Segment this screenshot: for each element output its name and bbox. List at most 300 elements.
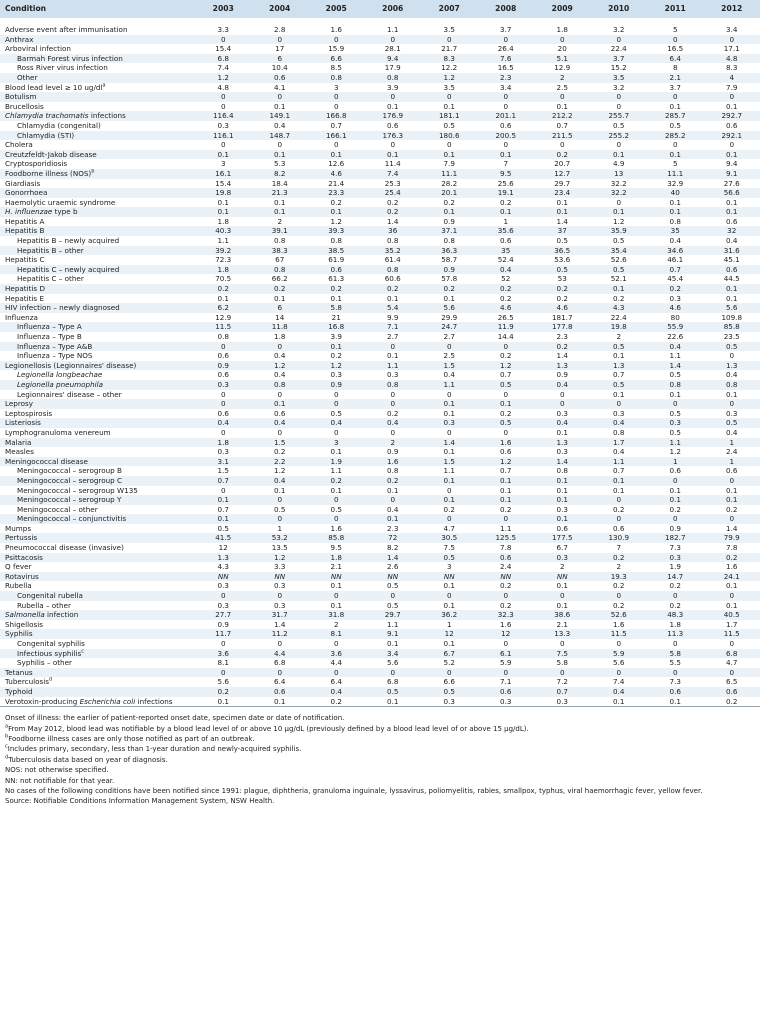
- value-cell: 6.1: [478, 649, 535, 659]
- value-cell: 0.2: [500, 504, 512, 514]
- value-cell: 0.2: [726, 696, 738, 706]
- value-cell: 0: [478, 514, 535, 524]
- value-cell: 0.8: [669, 216, 681, 226]
- condition-cell: Hepatitis B – newly acquired: [17, 236, 120, 246]
- value-cell: 0.3: [500, 696, 512, 706]
- value-cell: 0.1: [613, 351, 625, 361]
- table-row: [0, 687, 760, 697]
- value-cell: 66.2: [271, 274, 288, 284]
- value-cell: 1.2: [669, 447, 681, 457]
- value-cell: 38.3: [252, 246, 309, 256]
- value-cell: 1.8: [308, 553, 365, 563]
- value-cell: 21.3: [252, 188, 309, 198]
- condition-cell: Meningococcal – conjunctivitis: [0, 514, 195, 524]
- value-cell: 1.5: [252, 438, 309, 448]
- table-row: [0, 92, 760, 102]
- value-cell: 1.4: [421, 438, 478, 448]
- value-cell: 9.1: [704, 169, 760, 179]
- condition-cell: Meningococcal – serogroup W135: [17, 485, 138, 495]
- condition-cell: Haemolytic uraemic syndrome: [5, 197, 116, 207]
- value-cell: 0: [704, 92, 760, 102]
- value-cell: 0.1: [421, 150, 478, 160]
- value-cell: 9.1: [365, 629, 422, 639]
- value-cell: 20.7: [554, 159, 571, 169]
- value-cell: 0.7: [556, 120, 568, 130]
- value-cell: 0.5: [387, 600, 399, 610]
- value-cell: 0: [704, 514, 760, 524]
- value-cell: 0.5: [274, 504, 286, 514]
- condition-cell: Listeriosis: [0, 418, 195, 428]
- value-cell: 0.1: [613, 485, 625, 495]
- value-cell: 0.8: [308, 73, 365, 83]
- value-cell: 0.2: [500, 600, 512, 610]
- value-cell: 2: [534, 73, 591, 83]
- footnote: $^d$Tuberculosis data based on year of diagnosis.: [5, 754, 168, 764]
- value-cell: 0.1: [556, 101, 568, 111]
- value-cell: 0: [672, 639, 678, 648]
- value-cell: 1.4: [274, 619, 286, 629]
- table-row: [0, 226, 760, 236]
- value-cell: 4.4: [252, 649, 309, 659]
- value-cell: 1.7: [591, 438, 648, 448]
- value-cell: 0.1: [726, 293, 738, 303]
- value-cell: 0.6: [478, 553, 535, 563]
- value-cell: 0.6: [726, 466, 738, 476]
- value-cell: 211.5: [534, 131, 591, 141]
- value-cell: 0: [220, 485, 226, 495]
- value-cell: 0.2: [252, 284, 309, 294]
- value-cell: 0.2: [669, 600, 681, 610]
- value-cell: 116.1: [195, 131, 252, 141]
- value-cell: 7.9: [443, 159, 455, 169]
- value-cell: NN: [195, 572, 252, 582]
- value-cell: 1: [704, 457, 760, 467]
- table-row: [0, 505, 760, 515]
- value-cell: 0.1: [274, 101, 286, 111]
- table-row: [0, 44, 760, 54]
- value-cell: 0.8: [556, 466, 568, 476]
- value-cell: 0: [559, 639, 565, 648]
- value-cell: 1.8: [217, 216, 229, 226]
- value-cell: 0.4: [591, 418, 648, 428]
- value-cell: 0: [277, 389, 283, 399]
- value-cell: 0.2: [443, 197, 455, 207]
- value-cell: 0: [647, 514, 704, 524]
- value-cell: 0.1: [443, 408, 455, 418]
- value-cell: 21.4: [328, 178, 345, 188]
- value-cell: 1.2: [421, 73, 478, 83]
- value-cell: 15.4: [215, 178, 232, 188]
- value-cell: 0.6: [613, 523, 625, 533]
- value-cell: 0.5: [421, 553, 478, 563]
- value-cell: 22.4: [610, 44, 627, 54]
- value-cell: 0: [534, 399, 591, 409]
- value-cell: 1.2: [478, 457, 535, 467]
- value-cell: 7.6: [478, 54, 535, 64]
- value-cell: 1.1: [443, 466, 455, 476]
- condition-cell: Arboviral infection: [5, 44, 71, 54]
- value-cell: 0.5: [217, 523, 229, 533]
- value-cell: 0.8: [365, 265, 422, 275]
- value-cell: 0.4: [274, 351, 286, 361]
- value-cell: 8.1: [217, 658, 229, 668]
- value-cell: 0.4: [195, 418, 252, 428]
- condition-cell: Barmah Forest virus infection: [0, 54, 195, 64]
- table-row: [0, 553, 760, 563]
- spacer-row: [0, 18, 760, 25]
- value-cell: 24.1: [704, 572, 760, 582]
- value-cell: 0.5: [613, 120, 625, 130]
- value-cell: 0: [446, 140, 452, 150]
- value-cell: 0.1: [252, 150, 309, 160]
- value-cell: 5.8: [308, 303, 365, 313]
- value-cell: 32: [704, 226, 760, 236]
- value-cell: 0: [421, 342, 478, 352]
- value-cell: 0.1: [478, 207, 535, 217]
- value-cell: 1.8: [556, 25, 568, 34]
- condition-cell: HIV infection – newly diagnosed: [0, 303, 195, 313]
- condition-cell: Meningococcal – serogroup Y: [0, 495, 195, 505]
- value-cell: 0.2: [500, 197, 512, 207]
- value-cell: 0.4: [308, 418, 365, 428]
- value-cell: 4.3: [217, 562, 229, 572]
- value-cell: 4.1: [274, 82, 286, 92]
- value-cell: 0.4: [613, 447, 625, 457]
- table-row: [0, 35, 760, 45]
- value-cell: 0.6: [217, 370, 229, 380]
- value-cell: 0.6: [704, 265, 760, 275]
- value-cell: 3.6: [195, 649, 252, 659]
- value-cell: 177.5: [534, 533, 591, 543]
- column-header-year: 2005: [308, 0, 365, 18]
- table-row: [0, 246, 760, 256]
- value-cell: 4.3: [591, 303, 648, 313]
- value-cell: 31.8: [308, 610, 365, 620]
- value-cell: 7.1: [365, 322, 422, 332]
- value-cell: 6.5: [726, 677, 738, 687]
- value-cell: 55.9: [647, 322, 704, 332]
- value-cell: 181.1: [421, 111, 478, 121]
- condition-cell: Pertussis: [0, 533, 195, 543]
- value-cell: 1.2: [195, 73, 252, 83]
- value-cell: 40: [647, 188, 704, 198]
- value-cell: 5.6: [217, 677, 229, 687]
- value-cell: 2.1: [647, 73, 704, 83]
- table-row: [0, 658, 760, 668]
- value-cell: 0: [333, 427, 339, 437]
- value-cell: 0.8: [365, 380, 422, 390]
- value-cell: 2.4: [500, 562, 512, 572]
- value-cell: 0.1: [478, 399, 535, 409]
- value-cell: 2: [365, 438, 422, 448]
- value-cell: 0.2: [613, 581, 625, 591]
- value-cell: 0.6: [669, 466, 681, 476]
- value-cell: 0.4: [534, 380, 591, 390]
- value-cell: 5.6: [704, 303, 760, 313]
- condition-cell: Hepatitis D: [0, 284, 195, 294]
- column-header-condition: Condition: [0, 0, 195, 18]
- value-cell: 0: [252, 668, 309, 678]
- value-cell: 13: [591, 169, 648, 179]
- value-cell: 176.9: [365, 111, 422, 121]
- table-row: [0, 610, 760, 620]
- condition-cell: Tuberculosis$^d$: [5, 677, 53, 687]
- value-cell: 1.2: [274, 466, 286, 476]
- value-cell: 0.4: [308, 687, 365, 697]
- value-cell: 0.5: [365, 687, 422, 697]
- value-cell: 2.5: [443, 351, 455, 361]
- value-cell: 0.9: [195, 361, 252, 371]
- condition-cell: Infectious syphilis$^c$: [0, 649, 195, 659]
- value-cell: 0.6: [478, 687, 535, 697]
- value-cell: 79.9: [704, 533, 760, 543]
- value-cell: 61.4: [384, 255, 401, 265]
- value-cell: 23.4: [534, 188, 591, 198]
- value-cell: 40.3: [195, 226, 252, 236]
- value-cell: 3.7: [591, 54, 648, 64]
- value-cell: 1.4: [556, 216, 568, 226]
- value-cell: 56.6: [704, 188, 760, 198]
- value-cell: 0: [421, 92, 478, 102]
- condition-cell: Cryptosporidiosis: [5, 159, 68, 169]
- condition-cell: Gonorrhoea: [0, 188, 195, 198]
- value-cell: 0.4: [726, 370, 738, 380]
- value-cell: 0.1: [443, 293, 455, 303]
- value-cell: 85.8: [704, 322, 760, 332]
- value-cell: 0: [704, 591, 760, 601]
- value-cell: 39.1: [252, 226, 309, 236]
- value-cell: 0.1: [217, 293, 229, 303]
- value-cell: 3.3: [274, 562, 286, 572]
- value-cell: 0.2: [704, 553, 760, 563]
- value-cell: 8.3: [421, 54, 478, 64]
- value-cell: 27.7: [195, 610, 252, 620]
- value-cell: 5.4: [365, 303, 422, 313]
- table-row: [0, 303, 760, 313]
- value-cell: 0: [616, 101, 622, 111]
- condition-cell: Creutzfeldt-Jakob disease: [0, 150, 195, 160]
- value-cell: 0.5: [534, 265, 591, 275]
- value-cell: 0.1: [556, 485, 568, 495]
- value-cell: 1.1: [330, 466, 342, 476]
- value-cell: 0.3: [217, 447, 229, 457]
- value-cell: 0: [446, 485, 452, 495]
- condition-cell: Salmonella infection: [0, 610, 195, 620]
- value-cell: 0.4: [365, 418, 422, 428]
- value-cell: 6: [252, 303, 309, 313]
- condition-cell: Influenza – Type A&B: [0, 342, 195, 352]
- value-cell: 0.1: [534, 207, 591, 217]
- condition-cell: Rubella: [5, 581, 32, 591]
- value-cell: 26.5: [497, 312, 514, 322]
- value-cell: 3.4: [500, 82, 512, 92]
- value-cell: 0: [390, 140, 396, 150]
- value-cell: 2: [616, 562, 622, 572]
- value-cell: 38.6: [534, 610, 591, 620]
- value-cell: 5.1: [534, 54, 591, 64]
- value-cell: 0: [390, 389, 396, 399]
- condition-cell: Verotoxin-producing Escherichia coli infections: [5, 696, 173, 706]
- value-cell: 0.6: [704, 687, 760, 697]
- value-cell: 182.7: [647, 533, 704, 543]
- value-cell: 0.1: [478, 476, 535, 486]
- condition-cell: Chlamydia (congenital): [17, 120, 101, 130]
- condition-cell: Foodborne illness (NOS)$^b$: [0, 169, 195, 179]
- value-cell: 30.5: [421, 533, 478, 543]
- value-cell: 0.3: [217, 581, 229, 591]
- table-row: [0, 83, 760, 93]
- value-cell: 5: [672, 25, 678, 34]
- value-cell: 0.1: [330, 485, 342, 495]
- value-cell: 0.2: [330, 197, 342, 207]
- value-cell: 57.8: [441, 274, 458, 284]
- value-cell: NN: [252, 572, 309, 582]
- value-cell: 7.8: [726, 543, 738, 553]
- value-cell: 255.7: [591, 111, 648, 121]
- value-cell: 0: [195, 668, 252, 678]
- value-cell: 3.9: [387, 82, 399, 92]
- value-cell: 0.7: [500, 466, 512, 476]
- table-row: [0, 466, 760, 476]
- value-cell: 7: [616, 543, 622, 553]
- value-cell: 0.1: [365, 514, 422, 524]
- value-cell: 0.1: [613, 696, 625, 706]
- condition-cell: Legionnaires' disease – other: [17, 389, 122, 399]
- value-cell: 0.2: [274, 447, 286, 457]
- value-cell: 0.4: [647, 342, 704, 352]
- value-cell: 7.5: [443, 543, 455, 553]
- value-cell: 35: [647, 226, 704, 236]
- value-cell: 0.1: [274, 485, 286, 495]
- value-cell: 1.4: [556, 351, 568, 361]
- value-cell: 1.2: [308, 361, 365, 371]
- value-cell: 0.1: [195, 495, 252, 505]
- value-cell: 6.8: [274, 658, 286, 668]
- condition-cell: Hepatitis B – other: [0, 246, 195, 256]
- value-cell: 3.1: [195, 457, 252, 467]
- footnote: Onset of illness: the earlier of patient-reported onset date, specimen date or date of notification.: [5, 714, 345, 723]
- value-cell: 0.1: [647, 150, 704, 160]
- condition-cell: Pneumococcal disease (invasive): [5, 543, 124, 553]
- value-cell: 6.2: [195, 303, 252, 313]
- value-cell: 12: [478, 629, 535, 639]
- table-header: [0, 0, 760, 18]
- table-row: [0, 54, 760, 64]
- value-cell: 0: [421, 514, 478, 524]
- value-cell: 5.2: [443, 658, 455, 668]
- value-cell: 1.8: [274, 332, 286, 341]
- value-cell: 32.9: [667, 178, 684, 188]
- value-cell: 0.6: [647, 687, 704, 697]
- value-cell: 0.2: [387, 197, 399, 207]
- value-cell: 0.9: [421, 265, 478, 275]
- value-cell: 148.7: [252, 131, 309, 141]
- value-cell: NN: [421, 572, 478, 582]
- value-cell: 3.5: [591, 73, 648, 83]
- value-cell: 0.9: [387, 447, 399, 457]
- value-cell: 2.7: [387, 332, 399, 341]
- value-cell: 0.1: [726, 101, 738, 111]
- value-cell: 7.8: [500, 543, 512, 553]
- value-cell: 80: [670, 312, 680, 322]
- table-row: [0, 581, 760, 591]
- table-row: [0, 533, 760, 543]
- value-cell: 0.8: [704, 380, 760, 390]
- table-row: [0, 102, 760, 112]
- table-row: [0, 370, 760, 380]
- value-cell: 53.6: [554, 255, 571, 265]
- value-cell: 0: [333, 639, 339, 648]
- value-cell: 9.4: [365, 54, 422, 64]
- table-row: [0, 265, 760, 275]
- value-cell: 0.9: [556, 370, 568, 380]
- value-cell: 0.8: [443, 236, 455, 246]
- value-cell: 3.7: [500, 25, 512, 34]
- condition-cell: Botulism: [0, 92, 195, 102]
- table-row: [0, 409, 760, 419]
- condition-cell: Meningococcal disease: [0, 457, 195, 467]
- value-cell: 37: [534, 226, 591, 236]
- value-cell: 17: [275, 44, 285, 54]
- value-cell: 1.6: [500, 619, 512, 629]
- value-cell: 1.4: [726, 523, 738, 533]
- table-row: [0, 629, 760, 639]
- table-row: [0, 63, 760, 73]
- value-cell: 7.3: [669, 543, 681, 553]
- value-cell: 4.8: [217, 82, 229, 92]
- value-cell: 1.6: [330, 25, 342, 34]
- value-cell: 1.4: [387, 216, 399, 226]
- value-cell: 1: [277, 523, 283, 533]
- value-cell: 8.3: [726, 63, 738, 73]
- value-cell: 17.1: [723, 44, 740, 54]
- value-cell: 176.3: [365, 131, 422, 141]
- value-cell: 0.1: [443, 600, 455, 610]
- value-cell: 116.4: [195, 111, 252, 121]
- value-cell: 4.6: [534, 303, 591, 313]
- table-row: [0, 25, 760, 35]
- value-cell: 1.1: [387, 25, 399, 34]
- value-cell: 1.1: [387, 619, 399, 629]
- table-row: [0, 322, 760, 332]
- value-cell: 2.6: [387, 562, 399, 572]
- table-row: [0, 486, 760, 496]
- value-cell: 0.2: [613, 600, 625, 610]
- value-cell: 0.1: [195, 150, 252, 160]
- value-cell: 0: [220, 101, 226, 111]
- table-row: [0, 447, 760, 457]
- value-cell: 285.7: [647, 111, 704, 121]
- value-cell: 0.6: [274, 408, 286, 418]
- value-cell: 0.2: [500, 351, 512, 361]
- value-cell: 15.9: [328, 44, 345, 54]
- table-row: [0, 111, 760, 121]
- footnote: NN: not notifiable for that year.: [5, 776, 115, 785]
- value-cell: 0.1: [591, 150, 648, 160]
- condition-cell: Malaria: [0, 438, 195, 448]
- value-cell: 0.5: [330, 504, 342, 514]
- value-cell: 1.1: [421, 380, 478, 390]
- value-cell: 0.5: [613, 236, 625, 246]
- value-cell: 7.4: [613, 677, 625, 687]
- value-cell: 0.7: [647, 265, 704, 275]
- value-cell: 0.1: [726, 600, 738, 610]
- value-cell: 292.1: [704, 131, 760, 141]
- value-cell: 0.1: [556, 197, 568, 207]
- column-header-year: 2009: [534, 0, 591, 18]
- value-cell: 0.2: [195, 687, 252, 697]
- value-cell: 0.1: [647, 207, 704, 217]
